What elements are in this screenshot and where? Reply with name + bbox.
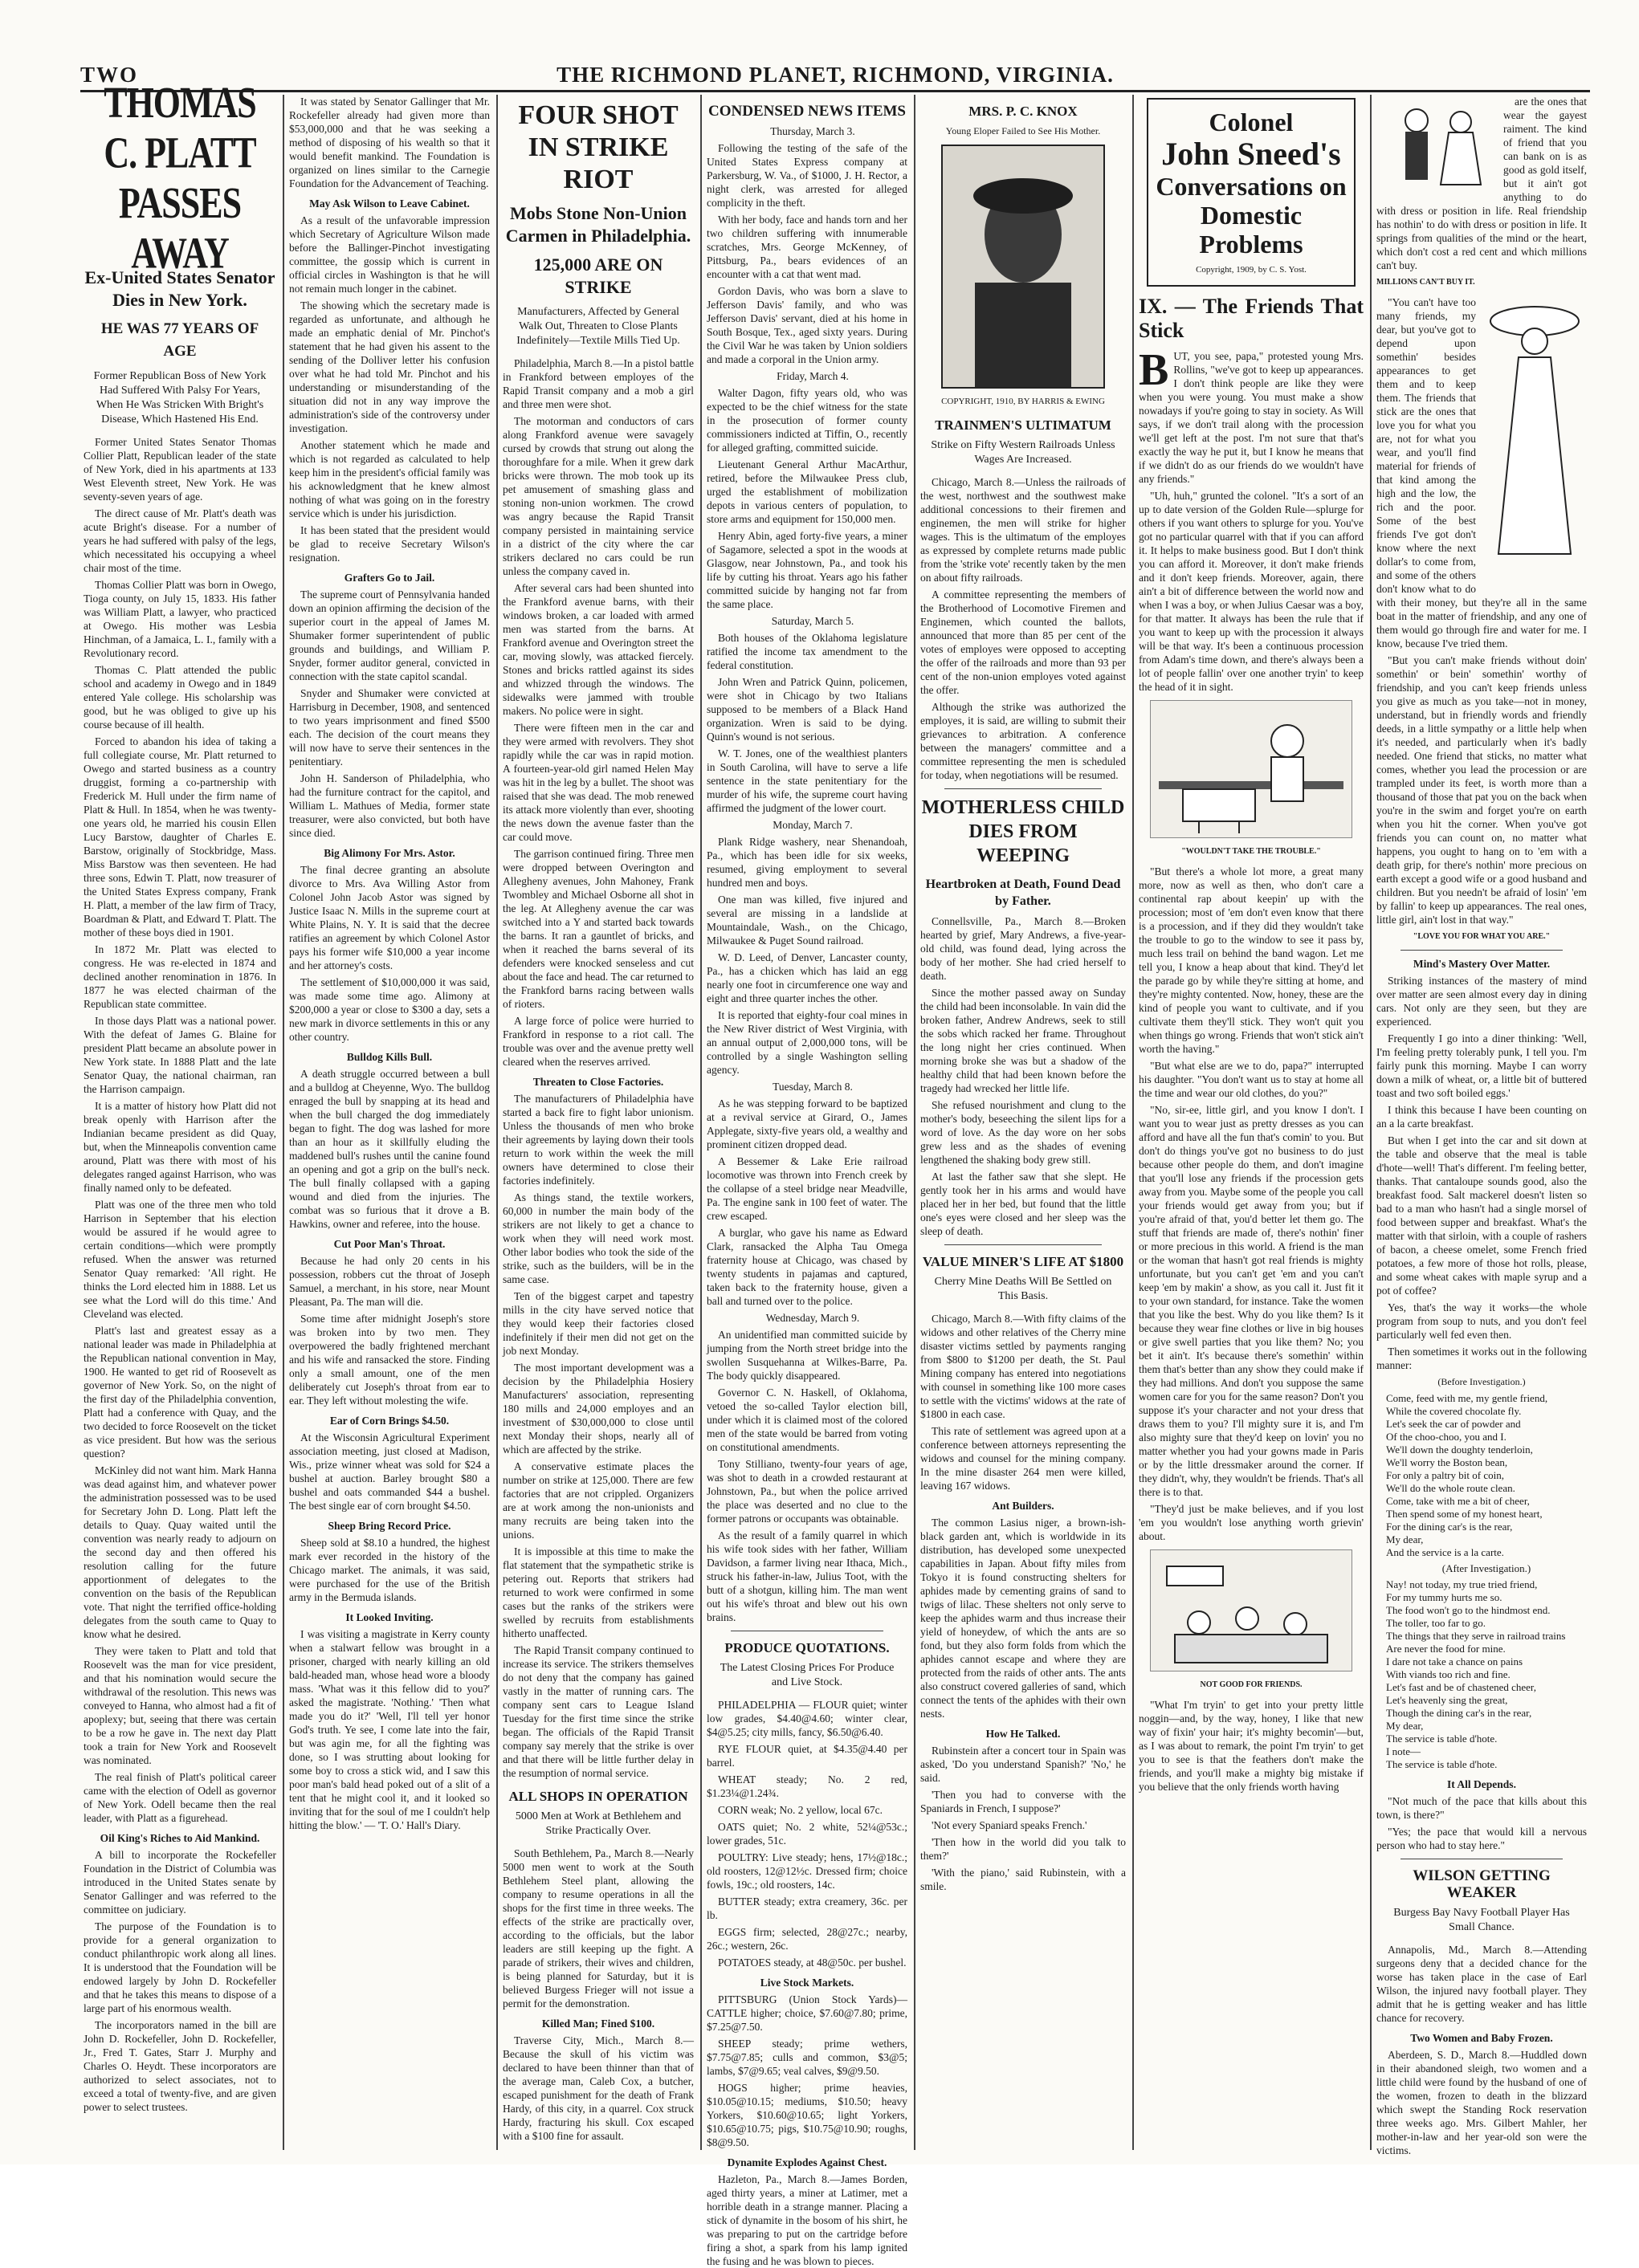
- photo-credit: COPYRIGHT, 1910, BY HARRIS & EWING: [941, 397, 1105, 406]
- article-head: May Ask Wilson to Leave Cabinet.: [309, 197, 470, 210]
- poem-line: Of the choo-choo, you and I.: [1386, 1431, 1506, 1443]
- paragraph: It has been stated that the president would be glad to receive Secretary Wilson's resignation.: [289, 524, 490, 564]
- paragraph: Annapolis, Md., March 8.—Attending surgeons deny that a decided chance for the worse has taken place in the case of Earl Wilson, the injured navy football player. They admit that he is getting weaker and has little chance for recovery.: [1376, 1944, 1587, 2024]
- cartoon-illustration: [1150, 1549, 1352, 1671]
- paragraph: Some time after midnight Joseph's store was broken into by two men. They overpowered the badly frightened merchant and his wife and ransacked the store. Finding only a small amount, one of the men deliberately cut Joseph's throat from ear to ear. They left without molesting the wife.: [289, 1313, 490, 1407]
- article-head: How He Talked.: [985, 1728, 1061, 1740]
- paragraph: "They'd just be make believes, and if you lost 'em you wouldn't lose anything worth grievin' about.: [1139, 1503, 1364, 1542]
- poem-line: We'll worry the Boston bean,: [1386, 1456, 1508, 1468]
- paragraph: Yes, that's the way it works—the whole program from soup to nuts, and you don't feel particularly well fed even then.: [1376, 1301, 1587, 1341]
- column-rule: [1132, 95, 1134, 2150]
- paragraph: It is a matter of history how Platt did not break openly with Harrison after the Indianian became president as did Quay, but, when the Minneapolis convention came around, Platt was there with most of his delegates ranged against Harrison, who was finally named only to be defeated.: [84, 1100, 276, 1194]
- paragraph: "But there's a whole lot more, a great many more, now as well as then, who don't care a continental rap about keepin' up with the procession; most of 'em don't even know that there is a procession, and if they did they wouldn't take the trouble to go to the window to see it pass by, much less trail on behind the band wagon. Let me tell you, I know a heap about that kind. They'd let the parade go by while they're sitting at home, and they're mighty contented. Now, honey, these are the kind of people you want to cultivate, and if you cultivate them they'll stick. They won't quit you when things go wrong. Friends that won't stick ain't worth the having.": [1139, 865, 1364, 1055]
- paragraph: Walter Dagon, fifty years old, who was expected to be the chief witness for the state in the prosecution of former county commissioners indicted at Tiffin, O., recently for alleged grafting, committed suicide.: [707, 387, 907, 454]
- paragraph: In those days Platt was a national power. With the defeat of James G. Blaine for president Platt became an absolute power in New York state. In 1888 Platt and the late Senator Quay, the national chairman, ran the Harrison campaign.: [84, 1015, 276, 1095]
- poem-line: The things that they serve in railroad trains: [1386, 1630, 1566, 1642]
- article-head: Cut Poor Man's Throat.: [333, 1238, 446, 1250]
- paragraph: The final decree granting an absolute divorce to Mrs. Ava Willing Astor from Colonel John Jacob Astor was signed by Justice Isaac N. Mills in the supreme court at White Plains, N. Y. It is said that the decree ratifies an agreement by which Colonel Astor pays his former wife $10,000 a year income and her attorney's costs.: [289, 864, 490, 971]
- poem-line: Come, take with me a bit of cheer,: [1386, 1495, 1530, 1507]
- poem-line: We'll do the whole route clean.: [1386, 1482, 1515, 1494]
- date-line: Monday, March 7.: [773, 819, 853, 831]
- paragraph: WHEAT steady; No. 2 red, $1.23¼@1.24¾.: [707, 1773, 907, 1799]
- paragraph: Another statement which he made and which is not regarded as calculated to help keep him in the president's official family was his acknowledgment that he knew almost nothing of what was going on in the forestry service which is under his jurisdiction.: [289, 439, 490, 519]
- paragraph: The incorporators named in the bill are John D. Rockefeller, John D. Rockefeller, Jr., Fred T. Gates, Starr J. Murphy and Charles O. Heydt. These incorporators are authorized to select associates, not to exceed a total of twenty-five, and are given power to select trustees.: [84, 2019, 276, 2113]
- poem-line: The service is table d'hote.: [1386, 1758, 1498, 1770]
- paragraph: This rate of settlement was agreed upon at a conference between attorneys representing the widows and counsel for the mining company. In the mine disaster 264 men were killed, leaving 167 widows.: [920, 1425, 1126, 1492]
- poem-line: My dear,: [1386, 1720, 1424, 1732]
- paragraph: In 1872 Mr. Platt was elected to congress. He was re-elected in 1874 and declined another renomination in 1876. In 1877 he was elected chairman of the Republican state committee.: [84, 943, 276, 1010]
- column-rule: [1370, 95, 1372, 2150]
- date-line: Wednesday, March 9.: [765, 1312, 860, 1324]
- paragraph: The manufacturers of Philadelphia have started a back fire to fight labor unionism. Unless the thousands of men who broke their agreements by laying down their tools return to work within the week the mill owners have determined to close their factories indefinitely.: [503, 1093, 694, 1187]
- paragraph: HOGS higher; prime heavies, $10.05@10.15; mediums, $10.50; heavy Yorkers, $10.60@10.65; light Yorkers, $10.65@10.75; pigs, $10.75@10.90; roughs, $8@9.50.: [707, 2082, 907, 2148]
- article-head: Two Women and Baby Frozen.: [1410, 2032, 1553, 2044]
- cartoon-illustration: [1376, 96, 1497, 193]
- poem-line: Nay! not today, my true tried friend,: [1386, 1578, 1538, 1590]
- paragraph: Following the testing of the safe of the United States Express company at Parkersburg, W. Va., of $1000, J. H. Rector, a night clerk, was arrested for alleged complicity in the theft.: [707, 142, 907, 209]
- paragraph: "No, sir-ee, little girl, and you know I don't. I want you to wear just as pretty dresses as you can afford and have all the fun that's comin' to you. But don't do things you've got no business to do just because other people do them, and don't imagine that you'll lose any friends if the procession gets away from you. Maybe some of the people you call your friends would get away from you; but if you're afraid of that, you'd better let them go. The stuff that friends are made of, there's nothin' finer or more precious in this world. A friend is the man or the woman that hasn't got real friends is mighty unfortunate, but you can't get 'em and you can't keep 'em by makin' a show, as you call it. Just fit it to your own standard, for instance. Take the women that you like the best. Why do you like them? Is it because they wear fine clothes or live in big houses or give swell parties that you like them? No; you bet it ain't. It's because there's somethin' within them that's better than any show they could make if they had millions. And don't you suppose the same women care for you for the same reason? Don't you suppose it's your character and not your dress that draws them to you? I'll mighty sure it is, and I'm also mighty sure that they'd keep on lovin' you no matter whether you had your gowns made in Paris or by the little dressmaker around the corner. If they didn't, why, they wouldn't be friends. That's all there is to that.: [1139, 1104, 1364, 1498]
- subhead-strike: Mobs Stone Non-Union Carmen in Philadelphia.: [505, 203, 691, 246]
- paragraph: "Uh, huh," grunted the colonel. "It's a sort of an up to date version of the Golden Rule—splurge for others if you want others to splurge for you. You've got no particular quarrel with that if you can afford it. It helps to make business good. But I don't think you can afford it. Moreover, it don't make friends and it don't keep friends. Moreover, again, there ain't a bit of difference between the world now and when I was a boy, or when Julius Caesar was a boy, for that matter. It always has been the rule that if you want to keep up with the procession it always will be that way. It's been a continuous procession from Adam's time down, and there's always been a lot of people fallin' over one another tryin' to keep the head of it in sight.: [1139, 490, 1364, 693]
- deck: 5000 Men at Work at Bethlehem and Strike Practically Over.: [515, 1810, 682, 1837]
- paragraph: Thomas Collier Platt was born in Owego, Tioga county, on July 15, 1833. His father was William Platt, a lawyer, who practiced at Owego. His mother was Lesbia Hinchman, of a Jamaica, L. I., family with a Revolutionary record.: [84, 579, 276, 659]
- photo-caption: Young Eloper Failed to See His Mother.: [945, 125, 1101, 136]
- cartoon-caption: "WOULDN'T TAKE THE TROUBLE.": [1181, 847, 1321, 856]
- article-head: Mind's Mastery Over Matter.: [1413, 958, 1551, 970]
- paragraph: Aberdeen, S. D., March 8.—Huddled down in their abandoned sleigh, two women and a little child were found by the husband of one of the women, frozen to death in the blizzard which swept the Standing Rock reservation three weeks ago. Mrs. Gilbert Mahler, her mother-in-law and her year-old son were the victims.: [1376, 2049, 1587, 2156]
- column-4: [707, 95, 907, 2267]
- page-number: TWO: [80, 63, 139, 87]
- paragraph: As a result of the unfavorable impression which Secretary of Agriculture Wilson made before the Ballinger-Pinchot investigating committee, the gossip which is current in official circles in Washington is that he will not remain much longer in the cabinet.: [289, 214, 490, 295]
- column-1: [84, 78, 276, 2150]
- deck-strike: Manufacturers, Affected by General Walk Out, Threaten to Close Plants Indefinitely—Textile Mills Tied Up.: [516, 306, 680, 347]
- cartoon-lady-icon: [1482, 297, 1587, 570]
- paragraph: Rubinstein after a concert tour in Spain was asked, 'Do you understand Spanish?' 'No,' he said.: [920, 1745, 1126, 1784]
- divider: [944, 1244, 1102, 1245]
- paragraph: I was visiting a magistrate in Kerry county when a stalwart fellow was brought in a prisoner, charged with nearly killing an old bald-headed man, whose head wore a bloody mass. 'What was it this fellow did to you?' asked the magistrate. 'Nothing.' 'Then what made you do it?' 'Well, I'll tell yer honor God's truth. Ye see, I come late into the fair, but was agin me, for all the fighting was done, so I was strutting about looking for some boy to cross a stick wid, and I saw this poor man's bald head poked out of a slit of a tent that he might cool it, and it looked so inviting that for the soul of me I couldn't help hitting the blow.' — 'T. O.' Hall's Diary.: [289, 1628, 490, 1831]
- paragraph: Because he had only 20 cents in his possession, robbers cut the throat of Joseph Samuel, a merchant, in his store, near Mount Pleasant, Pa. The man will die.: [289, 1255, 490, 1308]
- paragraph: W. D. Leed, of Denver, Lancaster county, Pa., has a chicken which has laid an egg nearly one foot in circumference one way and eight and three quarter inches the other.: [707, 951, 907, 1004]
- article-head: Threaten to Close Factories.: [532, 1076, 664, 1088]
- date-line: Tuesday, March 8.: [773, 1081, 853, 1093]
- paragraph: As he was stepping forward to be baptized at a revival service at Girard, O., James Applegate, sixty-five years old, a wealthy and prominent citizen dropped dead.: [707, 1097, 907, 1150]
- poem-line: Are never the food for mine.: [1386, 1643, 1506, 1655]
- paragraph: John Wren and Patrick Quinn, policemen, were shot in Chicago by two Italians supposed to be members of a Black Hand organization. Wren is said to be dying. Quinn's wound is not serious.: [707, 676, 907, 743]
- poem-line: Come, feed with me, my gentle friend,: [1386, 1392, 1548, 1404]
- paragraph: Hazleton, Pa., March 8.—James Borden, aged thirty years, a miner at Latimer, met a horrible death in a strange manner. Placing a stick of dynamite in the bosom of his shirt, he was preparing to put on the cartridge before firing a shot, a spark from his lamp ignited the fusing and he was blown to pieces.: [707, 2173, 907, 2267]
- cartoon-caption: NOT GOOD FOR FRIENDS.: [1200, 1680, 1303, 1689]
- article-head: Ear of Corn Brings $4.50.: [329, 1415, 450, 1427]
- paragraph: Platt's last and greatest essay as a national leader was made in Philadelphia at the Republican national convention in May, 1900. He wanted to get rid of Roosevelt as governor of New York. So, on the night of the first day of the Philadelphia convention, Platt had a conference with Quay, and the two decided to force Roosevelt on the ticket as vice president. But how was the serious question?: [84, 1325, 276, 1460]
- column-3: [503, 95, 694, 2150]
- paragraph: Philadelphia, March 8.—In a pistol battle in Frankford between employes of the Rapid Transit company and a mob a girl and three men were shot.: [503, 357, 694, 410]
- poem-line: The toller, too far to go.: [1386, 1617, 1486, 1629]
- paragraph: Sheep sold at $8.10 a hundred, the highest mark ever recorded in the history of the Chicago market. The animals, it was said, were purchased for the use of the British army in the Bermuda islands.: [289, 1537, 490, 1603]
- paragraph: At last the father saw that she slept. He gently took her in his arms and would have placed her in her bed, but found that the little one's eyes were closed and her sleep was the sleep of death.: [920, 1171, 1126, 1237]
- column-5: [920, 95, 1126, 2150]
- poem-line: For only a paltry bit of coin,: [1386, 1469, 1504, 1481]
- paragraph: Lieutenant General Arthur MacArthur, retired, before the Milwaukee Press club, urged the establishment of mobilization depots in various centers of population, to store arms and equipment for 150,000 men.: [707, 458, 907, 525]
- photo-title: MRS. P. C. KNOX: [968, 104, 1078, 119]
- column-6: [1139, 95, 1364, 2150]
- article-head: Oil King's Riches to Aid Mankind.: [100, 1832, 260, 1844]
- poem-line: I note—: [1386, 1745, 1421, 1757]
- portrait-figure: [943, 146, 1103, 387]
- chapter-title: IX. — The Friends That Stick: [1139, 295, 1364, 342]
- date-line: Friday, March 4.: [777, 370, 849, 382]
- poem-line: I dare not take a chance on pains: [1386, 1655, 1523, 1667]
- divider: [1400, 950, 1563, 951]
- portrait-photo: [941, 145, 1105, 389]
- paragraph: But when I get into the car and sit down at the table and observe that the meal is table d'hote—well! That's different. I'm feeling better, thanks. That cantaloupe sounds good, also the breakfast food. Salt mackerel doesn't listen so bad to a man who hasn't had a single morsel of food between supper and breakfast. What's the matter with that sirloin, with a couple of rashers of bacon, a cheese omelet, some French fried potatoes, a few more of those hot rolls, please, and some wheat cakes with maple syrup and a pot of coffee?: [1376, 1134, 1587, 1297]
- series-title-2: Conversations on Domestic Problems: [1156, 172, 1347, 259]
- paragraph: A burglar, who gave his name as Edward Clark, ransacked the Alpha Tau Omega fraternity house at Chicago, was chased by twenty students in pajamas and captured, taken back to the fraternity house, given a ball and turned over to the police.: [707, 1227, 907, 1307]
- column-rule: [914, 95, 915, 2150]
- paragraph: SHEEP steady; prime wethers, $7.75@7.85; culls and common, $3@5; lambs, $7@9.65; veal calves, $9@9.50.: [707, 2038, 907, 2077]
- paragraph: The showing which the secretary made is regarded as unfortunate, and although he made an emphatic denial of Mr. Pinchot's statement that he had given his assent to the sending of the Dolliver letter his confusion over what he had told Mr. Pinchot and his understanding or misunderstanding of the situation did not in any way improve the administration's side of the controversy under investigation.: [289, 299, 490, 434]
- paragraph: "But you can't make friends without doin' somethin' or bein' somethin' worthy of friendship, and you can't keep friends unless you give as much as you take—not in money, understand, but in friendly words and friendly deeds, in a little sympathy or a little help when it's needed, and particularly when it's badly needed. One friend that sticks, no matter what comes, whether you lead the procession or are trampled under its feet, is worth more than a thousand of those that pat you on the back when you're in the swim and forget you're on earth when you hit the corner. When you've got friends you can count on, no matter what happens, you ought to hang on to 'em with a death grip, for there's nothin' more precious on earth except a good wife or a good husband and children. But you needn't be afraid of losin' 'em by fallin' to keep up appearances. The real ones, little girl, ain't lost in that way.": [1376, 654, 1587, 926]
- paragraph: Snyder and Shumaker were convicted at Harrisburg in December, 1908, and sentenced to two years imprisonment and fined $500 each. The decision of the court means they will now have to serve their sentences in the penitentiary.: [289, 687, 490, 768]
- subhead-strike-count: 125,000 ARE ON STRIKE: [533, 254, 663, 297]
- paragraph: It was stated by Senator Gallinger that Mr. Rockefeller already had given more than $53,000,000 and that he was seeking a method of disposing of his wealth so that it would benefit mankind. The Foundation is organized on lines similar to the Carnegie Foundation for the Advancement of Teaching.: [289, 96, 490, 189]
- poem-line: With viands too rich and fine.: [1386, 1668, 1511, 1680]
- paragraph: Striking instances of the mastery of mind over matter are seen almost every day in dining cars. Not only are they seen, but they are experienced.: [1376, 975, 1587, 1028]
- article-head: Killed Man; Fined $100.: [541, 2018, 655, 2030]
- paragraph: The common Lasius niger, a brown-ish-black garden ant, which is worldwide in its distribution, has developed some unexpected capabilities in Japan. About fifty miles from Tokyo it is found constructing shelters for aphides made by cementing grains of sand to twigs of lilac. These shelters not only serve to keep the aphides warm and thus increase their yield of honeydew, of which the ants are so fond, but they also form folds from which the aphides cannot escape and where they are protected from the raids of other ants. The ants also construct covered galleries of sand, which connect the tents of the aphides with their own nests.: [920, 1517, 1126, 1720]
- poem-line: The food won't go to the hindmost end.: [1386, 1604, 1551, 1616]
- paragraph: The garrison continued firing. Three men were dropped between Overington and Allegheny avenues, John Mahoney, Frank Twombley and Michael Osborne all shot in the leg. At Allegheny avenue the car was switched into a Y and started back towards the barns. It ran a gauntlet of bricks, and when it reached the barns several of its defenders were knocked senseless and cut about the face and head. The car returned to the Frankford barns racing between walls of rioters.: [503, 848, 694, 1010]
- article-head: Sheep Bring Record Price.: [328, 1520, 451, 1532]
- paragraph: Connellsville, Pa., March 8.—Broken hearted by grief, Mary Andrews, a five-year-old child, was found dead, lying across the body of her mother. She had cried herself to death.: [920, 915, 1126, 982]
- poem-line: Let's seek the car of powder and: [1386, 1418, 1521, 1430]
- paragraph: Gordon Davis, who was born a slave to Jefferson Davis' family, and who was Jefferson Davis' servant, died at his home in South Bosque, Tex., aged sixty years. During the Civil War he was taken by Union soldiers and made a corporal in the Union army.: [707, 285, 907, 365]
- poem-line: Let's heavenly sing the great,: [1386, 1694, 1508, 1706]
- article-head: Big Alimony For Mrs. Astor.: [324, 847, 455, 859]
- headline-strike-riot: FOUR SHOT IN STRIKE RIOT: [518, 100, 679, 194]
- article-head: Grafters Go to Jail.: [344, 572, 435, 584]
- deck-platt: Former Republican Boss of New York Had Suffered With Palsy For Years, When He Was Stricken With Bright's Disease, Which Hastened His End.: [93, 370, 267, 426]
- deck: Cherry Mine Deaths Will Be Settled on This Basis.: [934, 1276, 1112, 1302]
- paragraph: She refused nourishment and clung to the mother's body, beseeching the silent lips for a word of love. As the day wore on her sobs grew less and as the shades of evening lengthened the shaking body grew still.: [920, 1099, 1126, 1166]
- paragraph: Platt was one of the three men who told Harrison in September that his election would be assured if he would agree to certain conditions—which were promptly refused. When the answer was returned Senator Quay remarked: 'All right. He thinks the Lord elected him in 1888. Let us see what the Lord will do this time.' And Cleveland was elected.: [84, 1199, 276, 1320]
- poem-line: For my tummy hurts me so.: [1386, 1591, 1502, 1603]
- paragraph: As the result of a family quarrel in which his wife took sides with her father, William Davidson, a farmer living near Ithaca, Mich., struck his father-in-law, Julius Toot, with the butt of a shotgun, killing him. The man went out his wife's throat and blew out his own brains.: [707, 1529, 907, 1623]
- date-line: Thursday, March 3.: [770, 125, 855, 137]
- masthead: [80, 63, 1590, 92]
- poem: [1376, 1392, 1587, 1771]
- copyright: Copyright, 1909, by C. S. Yost.: [1196, 265, 1307, 275]
- paragraph: Frequently I go into a diner thinking: 'Well, I'm feeling pretty tolerably punk, I tell you. I'm fairly punk this morning. Maybe I can worry down a milk of wheat, or, a little bit of buttered toast and two soft boiled eggs.': [1376, 1032, 1587, 1099]
- paragraph: OATS quiet; No. 2 white, 52¼@53c.; lower grades, 51c.: [707, 1821, 907, 1847]
- paragraph: 'With the piano,' said Rubinstein, with a smile.: [920, 1867, 1126, 1892]
- paragraph: The supreme court of Pennsylvania handed down an opinion affirming the decision of the superior court in the appeal of James M. Shumaker former superintendent of public grounds and buildings, and William P. Snyder, former auditor general, convicted in connection with the state capitol scandal.: [289, 588, 490, 682]
- paragraph: Henry Abin, aged forty-five years, a miner of Sagamore, selected a spot in the woods at Glasgow, near Johnstown, Pa., and took his life by cutting his throat. Years ago his father committed suicide by hanging not far from the same place.: [707, 530, 907, 610]
- paragraph: 'Then how in the world did you talk to them?': [920, 1836, 1126, 1862]
- cartoon-couple-icon: [1376, 96, 1497, 193]
- paragraph: Ten of the biggest carpet and tapestry mills in the city have served notice that they would keep their factories closed indefinitely if their men did not get on the job next Monday.: [503, 1290, 694, 1357]
- deck: Burgess Bay Navy Football Player Has Small Chance.: [1393, 1907, 1570, 1933]
- paragraph: A large force of police were hurried to Frankford in response to a riot call. The trouble was over and the avenue pretty well cleared when the reserves arrived.: [503, 1015, 694, 1068]
- poem-line: My dear,: [1386, 1533, 1424, 1545]
- paragraph: Traverse City, Mich., March 8.—Because the skull of his victim was declared to have been thinner than that of the average man, Caleb Cox, a butcher, escaped punishment for the death of Frank Hardy, of this city, in a quarrel. Cox struck Hardy, fracturing his skull. Cox escaped with a $100 fine for assault.: [503, 2034, 694, 2142]
- poem-line: For the dining car's is the rear,: [1386, 1521, 1513, 1533]
- dropcap: B: [1139, 345, 1169, 395]
- paragraph: Thomas C. Platt attended the public school and academy in Owego and in 1849 entered Yale college. His scholarship was good, but he was obliged to give up his course because of ill health.: [84, 664, 276, 731]
- paragraph: Both houses of the Oklahoma legislature ratified the income tax amendment to the federal constitution.: [707, 632, 907, 671]
- paragraph: "Yes; the pace that would kill a nervous person who had to stay here.": [1376, 1826, 1587, 1851]
- headline-wilson: WILSON GETTING WEAKER: [1413, 1867, 1551, 1901]
- column-rule: [496, 95, 498, 2150]
- paragraph: Chicago, March 8.—Unless the railroads of the west, northwest and the southwest make additional concessions to their firemen and enginemen, the men will strike for higher wages. This is the ultimatum of the employes as expressed by complete returns made public from the 'strike vote' recently taken by the men on about fifty railroads.: [920, 476, 1126, 584]
- paragraph: They were taken to Platt and told that Roosevelt was the man for vice president, and that his nomination would secure the withdrawal of the resolution. This news was conveyed to Hanna, who almost had a fit of apoplexy; but, seeing that there was certain to be a row he gave in. The next day Platt took a train for New York and Roosevelt was nominated.: [84, 1645, 276, 1766]
- article-head: VALUE MINER'S LIFE AT $1800: [922, 1254, 1124, 1269]
- poem-line: The service is table d'hote.: [1386, 1733, 1498, 1745]
- series-title-small: Colonel: [1209, 108, 1294, 136]
- paragraph: 'Then you had to converse with the Spaniards in French, I suppose?': [920, 1789, 1126, 1814]
- article-head: Bulldog Kills Bull.: [346, 1051, 433, 1063]
- article-head: TRAINMEN'S ULTIMATUM: [935, 417, 1111, 433]
- paragraph: POTATOES steady, at 48@50c. per bushel.: [718, 1957, 907, 1969]
- article-head: Dynamite Explodes Against Chest.: [727, 2156, 887, 2168]
- paragraph: Although the strike was authorized the employes, it is said, are willing to submit their grievances to arbitration. A conference between the managers' committee and a committee representing the men is scheduled for today, when negotiations will be resumed.: [920, 701, 1126, 781]
- cartoon-caption: MILLIONS CAN'T BUY IT.: [1376, 278, 1475, 287]
- paragraph: A committee representing the members of the Brotherhood of Locomotive Firemen and Enginemen, which counted the ballots, announced that more than 85 per cent of the votes of employes were opposed to accepting the offer of the railroads and more than 93 per cent of the non-union employes voted against the offer.: [920, 588, 1126, 696]
- paragraph: EGGS firm; selected, 28@27c.; nearby, 26c.; western, 26c.: [707, 1926, 907, 1952]
- headline-motherless-child: MOTHERLESS CHILD DIES FROM WEEPING: [921, 797, 1125, 866]
- column-2: [289, 95, 490, 2150]
- poem-head: (Before Investigation.): [1437, 1376, 1526, 1387]
- poem-line: And the service is a la carte.: [1386, 1546, 1504, 1558]
- paragraph: A Bessemer & Lake Erie railroad locomotive was thrown into French creek by the collapse of a steel bridge near Meadville, Pa. The engine sank in 100 feet of water. The crew escaped.: [707, 1155, 907, 1222]
- paper-name: THE RICHMOND PLANET, RICHMOND, VIRGINIA.: [557, 63, 1114, 87]
- paragraph: At the Wisconsin Agricultural Experiment association meeting, just closed at Madison, Wis., prize winner wheat was sold for $24 a bushel at auction. Barley brought $80 a bushel and oats commanded $44 a bushel. The best single ear of corn brought $4.50.: [289, 1431, 490, 1512]
- paragraph: POULTRY: Live steady; hens, 17½@18c.; old roosters, 12@12½c. Dressed firm; choice fowls, 19c.; old roosters, 14c.: [707, 1851, 907, 1891]
- subhead-platt-age: HE WAS 77 YEARS OF AGE: [100, 320, 259, 360]
- headline-condensed-news: CONDENSED NEWS ITEMS: [708, 103, 906, 120]
- poem-line: We'll down the doughty tenderloin,: [1386, 1443, 1533, 1456]
- article-head: It Looked Inviting.: [345, 1611, 434, 1623]
- paragraph: 'Not every Spaniard speaks French.': [932, 1819, 1087, 1831]
- paragraph: are the ones that wear the gayest raiment. The kind of friend that you can bank on is as good as gold itself, but it ain't got anything to do with dress or position in life. Real friendship has nothin' to do with dress or position in life. It springs from qualities of the mind or the heart, which don't cost a red cent and which millions can't buy.: [1376, 96, 1587, 271]
- poem-line: Though the dining car's in the rear,: [1386, 1707, 1532, 1719]
- cartoon-illustration: [1150, 700, 1352, 838]
- cartoon-figure-icon: [1151, 701, 1352, 837]
- paragraph: The Rapid Transit company continued to increase its service. The strikers themselves do not deny that the company has gained vastly in the matter of running cars. The company sent cars to League Island Tuesday for the first time since the strike began. The officials of the Rapid Transit company say merely that the strike is over and that there will be little further delay in the resumption of normal service.: [503, 1644, 694, 1779]
- paragraph: The direct cause of Mr. Platt's death was acute Bright's disease. For a number of years he had suffered with palsy of the legs, which necessitated his occupying a wheel chair most of the time.: [84, 507, 276, 574]
- paragraph: CORN weak; No. 2 yellow, local 67c.: [718, 1804, 883, 1816]
- deck: Strike on Fifty Western Railroads Unless Wages Are Increased.: [931, 439, 1115, 466]
- paragraph: A bill to incorporate the Rockefeller Foundation in the District of Columbia was introduced in the United States senate by Senator Gallinger and was referred to the committee on judiciary.: [84, 1849, 276, 1916]
- paragraph: Governor C. N. Haskell, of Oklahoma, vetoed the so-called Taylor election bill, under which it is claimed most of the colored men of the state would be barred from voting on constitutional amendments.: [707, 1386, 907, 1453]
- paragraph: South Bethlehem, Pa., March 8.—Nearly 5000 men went to work at the South Bethlehem Steel plant, allowing the company to resume operations in all the shops for the first time in three weeks. The effects of the strike are practically over, according to the officials, but the labor leaders are still keeping up the fight. A parade of strikers, their wives and children, is being planned for Saturday, but it is believed Burgess Frieger will not issue a permit for the demonstration.: [503, 1847, 694, 2009]
- paragraph: Tony Stilliano, twenty-four years of age, was shot to death in a crowded restaurant at Johnstown, Pa., but when the police arrived the place was deserted and no clue to the former patrons or occupants was obtainable.: [707, 1458, 907, 1525]
- paragraph: "But what else are we to do, papa?" interrupted his daughter. "You don't want us to stay at home all the time and wear our old clothes, do you?": [1139, 1060, 1364, 1099]
- poem-line: Then spend some of my honest heart,: [1386, 1508, 1543, 1520]
- paragraph: Forced to abandon his idea of taking a full collegiate course, Mr. Platt returned to Owego and started business as a country druggist, forming a co-partnership with Frederick M. Hull under the firm name of Platt & Hull. In 1854, when he was twenty-one years old, he married his cousin Ellen Lucy Barstow, daughter of Charles E. Barstow, originally of Stockbridge, Mass. Miss Barstow was then seventeen. He had three sons, Edwin T. Platt, now treasurer of the United States Express company, Frank H. Platt, a member of the law firm of Tracy, Boardman & Platt, and Edward T. Platt. The mother of these boys died in 1901.: [84, 735, 276, 939]
- deck: Heartbroken at Death, Found Dead by Father.: [925, 877, 1121, 908]
- column-7: [1376, 95, 1587, 2156]
- paragraph: As things stand, the textile workers, 60,000 in number the main body of the strikers are not likely to get a chance to work when they will need work most. Other labor bodies who took the side of the strike, such as the builders, will be in the same case.: [503, 1191, 694, 1285]
- series-title-box: [1147, 98, 1356, 287]
- paragraph: Since the mother passed away on Sunday the child had been inconsolable. In vain did the broken father, Andrew Andrews, seek to still the sobs which racked her frame. Throughout the long night her cries continued. When morning broke she was but a shadow of the healthy child that had been known before the tragedy had wrecked her little life.: [920, 987, 1126, 1094]
- produce-head: PRODUCE QUOTATIONS.: [724, 1640, 890, 1655]
- paragraph: PITTSBURG (Union Stock Yards)—CATTLE higher; choice, $7.60@7.80; prime, $7.25@7.50.: [707, 1993, 907, 2033]
- cartoon-illustration: [1482, 297, 1587, 586]
- subhead-platt: Ex-United States Senator Dies in New York.: [84, 267, 275, 310]
- paragraph: W. T. Jones, one of the wealthiest planters in South Carolina, will have to serve a life sentence in the state penitentiary for the murder of his wife, the supreme court having affirmed the judgment of the lower court.: [707, 747, 907, 814]
- date-line: Saturday, March 5.: [771, 615, 854, 627]
- headline-platt: THOMAS C. PLATT PASSES AWAY: [104, 78, 256, 278]
- paragraph: It is impossible at this time to make the flat statement that the sympathetic strike is petering out. Reports that strikers had returned to work were confirmed in some cases but the ranks of the strikers were swelled by recruits from establishments hitherto unaffected.: [503, 1545, 694, 1639]
- paragraph: McKinley did not want him. Mark Hanna was dead against him, and whatever power the administration possessed was to be used for Secretary John D. Long. Platt left the details to Quay. Quay waited until the convention was nearly ready to adjourn on the second day and then offered his resolution calling for the future apportionment of delegates to the convention on the basis of the Republican vote. That night the terrified office-holding delegates from the south came to Quay to know what he desired.: [84, 1464, 276, 1640]
- paragraph: Chicago, March 8.—With fifty claims of the widows and other relatives of the Cherry mine disaster victims settled by payments ranging from $800 to $1200 per death, the St. Paul Mining company has entered into negotiations with counsel in something like 100 more cases to settle with the victims' widows at the rate of $1800 in each case.: [920, 1313, 1126, 1420]
- paragraph: There were fifteen men in the car and they were armed with revolvers. They shot rapidly while the car was in rapid motion. A fourteen-year-old girl named Helen May was hit in the leg by a bullet. The shoot was raised that she was dead. The mob renewed its attack more violently than ever, shooting the news down the avenue faster than the car could move.: [503, 722, 694, 843]
- paragraph: RYE FLOUR quiet, at $4.35@4.40 per barrel.: [707, 1743, 907, 1769]
- paragraph: The motorman and conductors of cars along Frankford avenue were savagely cursed by crowds that strung out along the thoroughfare for a mile. When it grew dark bricks were thrown. The mob took up its pet amusement of smashing glass and stoning non-union workmen. The crowd was angry because the Rapid Transit company persisted in maintaining service in a district of the city where the car strikers declared no cars could be run unless the company caved in.: [503, 415, 694, 577]
- article-head: Ant Builders.: [992, 1500, 1054, 1512]
- column-rule: [700, 95, 702, 2150]
- column-rule: [283, 95, 284, 2150]
- paragraph: A conservative estimate places the number on strike at 125,000. There are few factories that are not crippled. Organizers are at work among the non-unionists and many recruits are being taken into the unions.: [503, 1460, 694, 1541]
- article-head: Live Stock Markets.: [760, 1977, 854, 1989]
- produce-deck: The Latest Closing Prices For Produce and Live Stock.: [720, 1662, 895, 1688]
- paragraph: An unidentified man committed suicide by jumping from the North street bridge into the swollen Susquehanna at Wilkes-Barre, Pa. The body quickly disappeared.: [707, 1329, 907, 1382]
- paragraph: "Not much of the pace that kills about this town, is there?": [1376, 1795, 1587, 1821]
- paragraph: The real finish of Platt's political career came with the election of Odell as governor of New York. Odell became then the real leader, with Platt as a figurehead.: [84, 1771, 276, 1824]
- paragraph: BUTTER steady; extra creamery, 36c. per lb.: [707, 1895, 907, 1921]
- paragraph: The settlement of $10,000,000 it was said, was made some time ago. Alimony at $200,000 a year or close to $300 a day, sets a new mark in divorce settlements in this or any other country.: [289, 976, 490, 1043]
- paragraph: "You can't have too many friends, my dear, but you've got to depend upon somethin' besides appearances to get them and to keep them. The friends that stick are the ones that love you for what you are, not for what you wear, and you'll find material for friends of that kind among the high and the low, the rich and the poor. Some of the best friends I've got don't know where the next dollar's to come from, and some of the others don't know what to do with their money, but they're all in the same boat in the matter of friendship, and any one of them would go through fire and water for me. I know, because I've tried them.: [1376, 296, 1587, 649]
- poem-head: (After Investigation.): [1441, 1562, 1531, 1574]
- paragraph: It is reported that eighty-four coal mines in the New River district of West Virginia, with an annual output of 2,000,000 tons, will be controlled by a single Washington selling agency.: [707, 1009, 907, 1076]
- article-body: [84, 435, 276, 1825]
- article-head: It All Depends.: [1447, 1778, 1516, 1790]
- paragraph: One man was killed, five injured and several are missing in a landslide at Mountaindale, Wash., on the Chicago, Milwaukee & Puget Sound railroad.: [707, 894, 907, 947]
- divider: [944, 788, 1102, 789]
- cartoon-crowd-icon: [1151, 1550, 1352, 1671]
- paragraph: Former United States Senator Thomas Collier Platt, Republican leader of the state of New York, died in his apartments at 133 West Eleventh street, New York. He was seventy-seven years of age.: [84, 436, 276, 503]
- paragraph: "What I'm tryin' to get into your pretty little noggin—and, by the way, honey, I like that new way of fixin' your hair; it's mighty becomin'—but, as I was about to remark, the point I'm tryin' to get you to see is that the feathers don't make the friends, and you'll make a mighty big mistake if you believe that the only friends worth having: [1139, 1699, 1364, 1793]
- cartoon-caption: "LOVE YOU FOR WHAT YOU ARE.": [1413, 932, 1551, 941]
- poem-line: Let's fast and be of chastened cheer,: [1386, 1681, 1536, 1693]
- paragraph: UT, you see, papa," protested young Mrs. Rollins, "we've got to keep up appearances. I don't think people are like they were when you were young. You must make a show nowadays if you're going to stay in society. As Will says, if we don't trail along with the procession we'll get left at the post. I'm not sure that that's exactly the way he put it, but I know he means that if we didn't do as our friends do we wouldn't have any friends.": [1139, 350, 1364, 485]
- paragraph: The most important development was a decision by the Philadelphia Hosiery Manufacturers' association, representing 180 mills and 24,000 employes and an investment of $30,000,000 to close until next Monday their shops, nearly all of which are affected by the strike.: [503, 1362, 694, 1456]
- paragraph: Plank Ridge washery, near Shenandoah, Pa., which has been idle for six weeks, resumed, giving employment to several hundred men and boys.: [707, 836, 907, 889]
- paragraph: Then sometimes it works out in the following manner:: [1376, 1346, 1587, 1371]
- paragraph: PHILADELPHIA — FLOUR quiet; winter low grades, $4.40@4.60; winter clear, $4@5.25; city mills, fancy, $6.50@6.40.: [707, 1699, 907, 1738]
- paragraph: John H. Sanderson of Philadelphia, who had the furniture contract for the capitol, and William L. Mathues of Media, former state treasurer, were also convicted, but both have since died.: [289, 772, 490, 839]
- paragraph: The purpose of the Foundation is to provide for a general organization to conduct philanthropic work along all lines. It is understood that the Foundation will be endowed largely by John D. Rockefeller and that he takes this means to dispose of a large part of his enormous wealth.: [84, 1920, 276, 2014]
- paragraph: I think this because I have been counting on an a la carte breakfast.: [1376, 1104, 1587, 1130]
- paragraph: With her body, face and hands torn and her two children suffering with innumerable scratches, Mrs. George McKenney, of Pittsburg, Pa., bears evidences of an encounter with a cat that went mad.: [707, 214, 907, 280]
- poem-line: While the covered chocolate fly.: [1386, 1405, 1522, 1417]
- paragraph: A death struggle occurred between a bull and a bulldog at Cheyenne, Wyo. The bulldog enraged the bull by snapping at its head and when the bull charged the dog immediately began to fight. The dog was lashed for more than an hour as it skillfully eluding the maddened bull's rushes until the canine found an opening and got a grip on the bull's neck. The bull finally collapsed with a gaping wound and died from the injuries. The combat was so furious that it drove a B. Hawkins, owner and referee, into the house.: [289, 1068, 490, 1230]
- paragraph: After several cars had been shunted into the Frankford avenue barns, with their windows broken, a car loaded with armed men was started from the barns. At Frankford avenue and Overington street the car, moving slowly, was attacked fiercely. Stones and bricks rattled against its sides and whizzed through the windows. The sidewalks were jammed with trouble makers. No police were in sight.: [503, 582, 694, 717]
- series-title-big: John Sneed's: [1161, 136, 1341, 172]
- article-head: ALL SHOPS IN OPERATION: [508, 1789, 688, 1804]
